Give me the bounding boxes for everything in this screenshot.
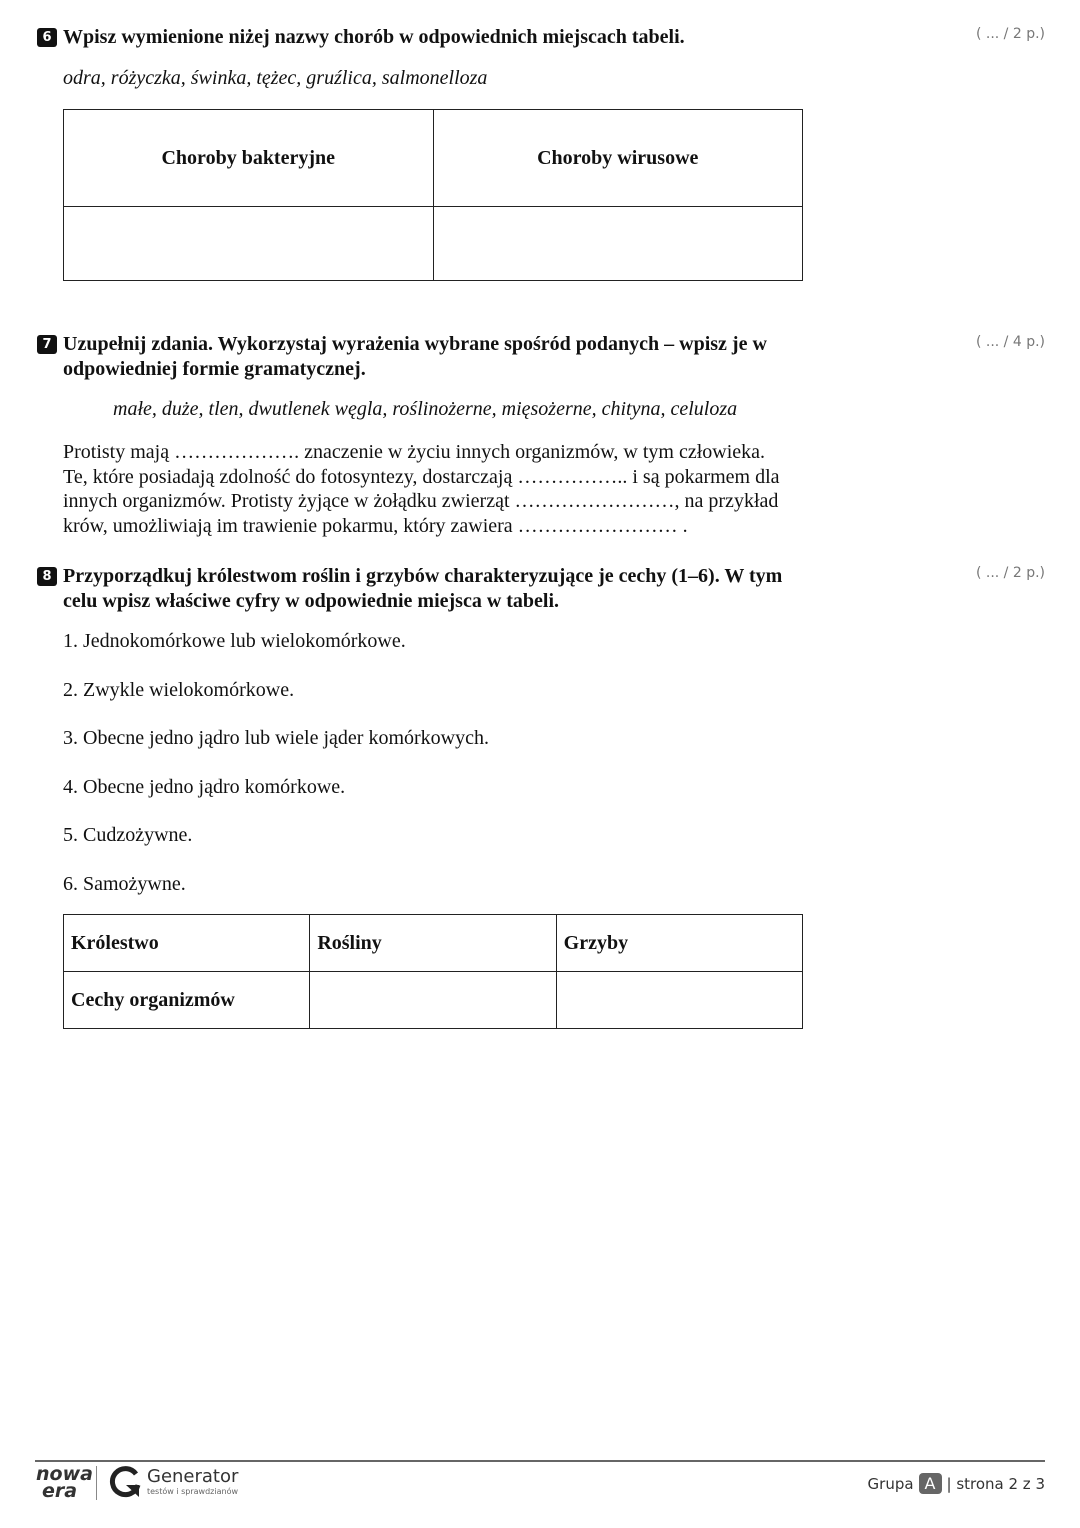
trait-item-4: 4. Obecne jedno jądro komórkowe. bbox=[63, 776, 346, 798]
trait-item-3: 3. Obecne jedno jądro lub wiele jąder komórkowych. bbox=[63, 727, 489, 749]
answer-cell-plants[interactable] bbox=[310, 972, 556, 1029]
question-8-header bbox=[37, 564, 808, 614]
group-badge: A bbox=[919, 1473, 942, 1494]
table-header-plants: Rośliny bbox=[310, 915, 556, 972]
points-field: ( ... / 4 p.) bbox=[975, 334, 1045, 350]
row-label-traits: Cechy organizmów bbox=[64, 972, 310, 1029]
generator-logo-icon bbox=[108, 1465, 142, 1499]
trait-item-5: 5. Cudzożywne. bbox=[63, 824, 193, 846]
generator-subtitle: testów i sprawdzianów bbox=[147, 1487, 238, 1496]
question-number-badge: 6 bbox=[37, 28, 57, 47]
question-prompt: Uzupełnij zdania. Wykorzystaj wyrażenia wybrane spośród podanych – wpisz je w odpowiedniej formie gramatycznej. bbox=[63, 333, 767, 380]
trait-item-6: 6. Samożywne. bbox=[63, 873, 186, 895]
logo-text-era: era bbox=[42, 1480, 78, 1502]
question-number-badge: 8 bbox=[37, 567, 57, 586]
question-6-header bbox=[37, 25, 808, 50]
table-header-viral: Choroby wirusowe bbox=[433, 110, 803, 207]
points-field: ( ... / 2 p.) bbox=[975, 26, 1045, 42]
kingdoms-table bbox=[63, 914, 803, 1029]
table-header-fungi: Grzyby bbox=[556, 915, 802, 972]
logo-text-nowa: nowa bbox=[36, 1463, 93, 1485]
paragraph-line: Protisty mają ………………. znaczenie w życiu innych organizmów, w tym człowieka. bbox=[63, 441, 766, 463]
paragraph-line: krów, umożliwiają im trawienie pokarmu, który zawiera …………………… . bbox=[63, 514, 688, 537]
points-field: ( ... / 2 p.) bbox=[975, 565, 1045, 581]
footer-divider bbox=[35, 1460, 1045, 1462]
fill-in-paragraph[interactable] bbox=[63, 440, 808, 538]
paragraph-line: Te, które posiadają zdolność do fotosyntezy, dostarczają …………….. i są pokarmem dla bbox=[63, 465, 780, 488]
question-prompt: Przyporządkuj królestwom roślin i grzybów charakteryzujące je cechy (1–6). W tym celu wpisz właściwe cyfry w odpowiednie miejsca w tabeli. bbox=[63, 565, 783, 612]
table-header-bacterial: Choroby bakteryjne bbox=[64, 110, 434, 207]
word-bank: odra, różyczka, świnka, tężec, gruźlica, salmonelloza bbox=[63, 67, 488, 89]
question-7-header bbox=[37, 332, 808, 382]
table-header-kingdom: Królestwo bbox=[64, 915, 310, 972]
answer-cell-fungi[interactable] bbox=[556, 972, 802, 1029]
logo-separator bbox=[96, 1466, 97, 1500]
question-number-badge: 7 bbox=[37, 335, 57, 354]
question-prompt: Wpisz wymienione niżej nazwy chorób w odpowiednich miejscach tabeli. bbox=[63, 26, 685, 48]
trait-item-1: 1. Jednokomórkowe lub wielokomórkowe. bbox=[63, 630, 406, 652]
diseases-table bbox=[63, 109, 803, 281]
answer-cell-viral[interactable] bbox=[433, 207, 803, 281]
generator-title: Generator bbox=[147, 1466, 239, 1487]
paragraph-line: innych organizmów. Protisty żyjące w żołądku zwierząt ……………………, na przykład bbox=[63, 490, 779, 512]
word-bank: małe, duże, tlen, dwutlenek węgla, roślinożerne, mięsożerne, chityna, celuloza bbox=[113, 398, 738, 420]
trait-item-2: 2. Zwykle wielokomórkowe. bbox=[63, 679, 295, 701]
nowa-era-logo bbox=[36, 1463, 93, 1502]
page-info bbox=[868, 1473, 1045, 1494]
page-number: | strona 2 z 3 bbox=[946, 1474, 1045, 1493]
answer-cell-bacterial[interactable] bbox=[64, 207, 434, 281]
group-label: Grupa bbox=[867, 1474, 914, 1493]
